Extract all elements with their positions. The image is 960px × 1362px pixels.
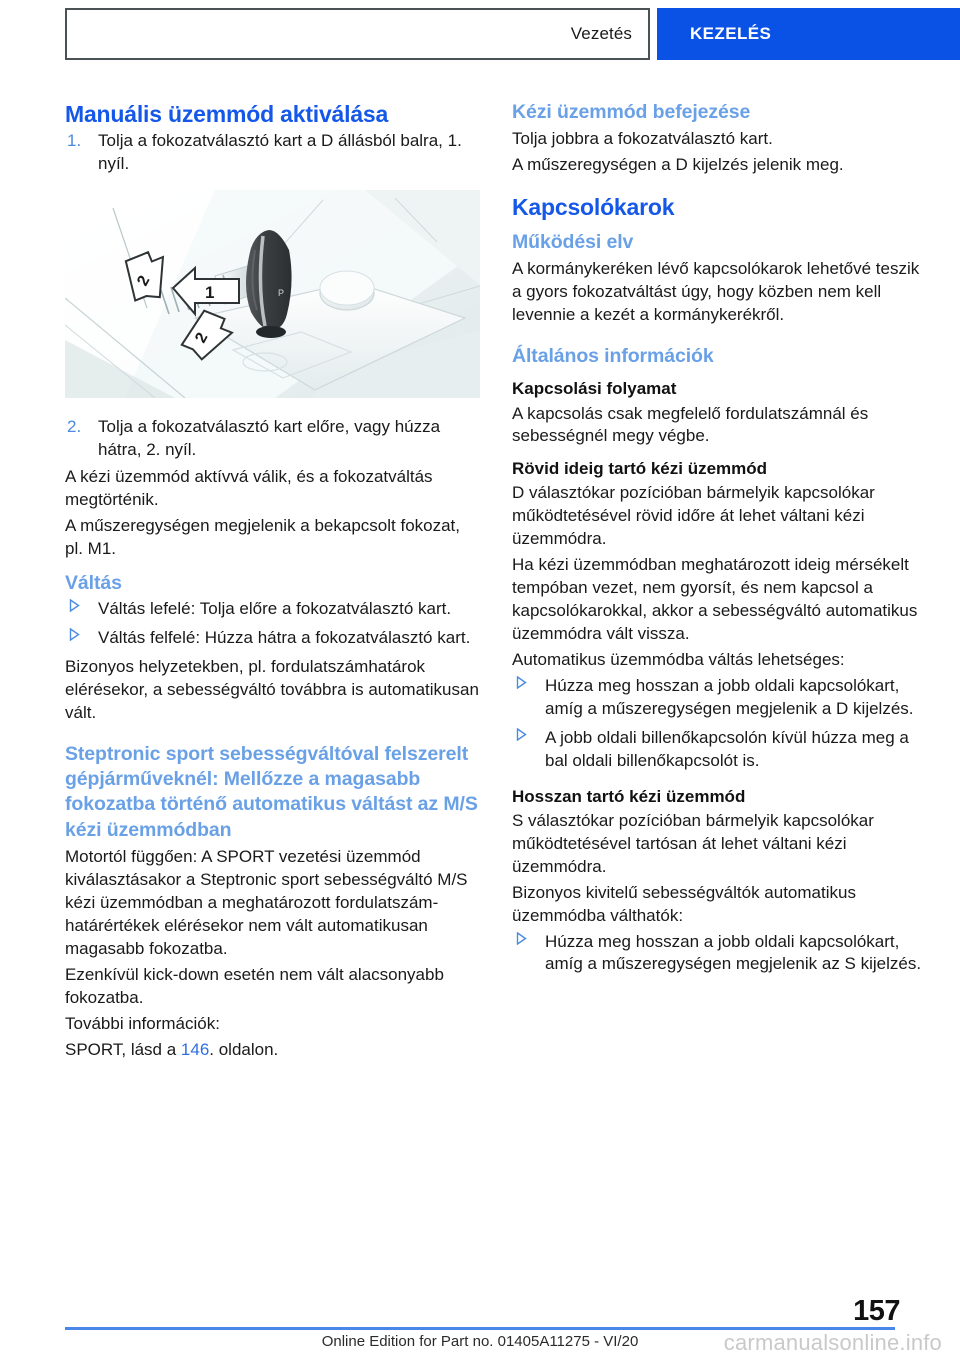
activation-steps-list-2: [65, 416, 480, 462]
list-item-text: Váltás lefelé: Tolja előre a fokozatválasztó kart.: [98, 599, 452, 619]
paragraph-kapcsolasi-folyamat: A kapcsolás csak megfelelő fordulatszámnál és sebességnél megy végbe.: [512, 403, 869, 446]
spacer: [65, 564, 480, 571]
list-item-text: A jobb oldali billenőkapcsolón kívül húzza meg a bal oldali billenőkapcsolót is.: [545, 727, 909, 770]
heading-rovid-ideig-tarto: Rövid ideig tartó kézi üzemmód: [512, 459, 768, 479]
triangle-bullet-icon: [516, 932, 527, 945]
paragraph-more-info: További információk:: [65, 1013, 220, 1033]
heading-kapcsolasi-folyamat: Kapcsolási folyamat: [512, 379, 677, 399]
list-item: [512, 675, 927, 721]
left-column: [65, 100, 480, 1065]
spacer: [512, 223, 927, 230]
cross-reference-sport: [65, 1039, 480, 1062]
paragraph-auto-shift-note: Bizonyos helyzetekben, pl. fordulatszámhatárok elérésekor, a sebességváltó továbbra is automatikusan vált.: [65, 656, 479, 722]
list-item: [65, 627, 480, 650]
paragraph-manual-active: A kézi üzemmód aktívvá válik, és a fokozatváltás megtörténik.: [65, 466, 433, 509]
step-item-2: [65, 416, 480, 462]
spacer: [512, 330, 927, 344]
rovid-bullet-list: [512, 675, 927, 773]
spacer: [512, 779, 927, 786]
paragraph-push-right: Tolja jobbra a fokozatválasztó kart.: [512, 128, 773, 148]
list-item-text: Húzza meg hosszan a jobb oldali kapcsolókart, amíg a műszeregységen megjelenik a D kijelzés.: [545, 675, 914, 718]
step-item-1: [65, 130, 480, 176]
heading-hosszan-tarto: Hosszan tartó kézi üzemmód: [512, 786, 746, 806]
edition-notice: Online Edition for Part no. 01405A11275 - VI/20: [321, 1333, 639, 1350]
heading-manualis-uzemmod-aktivalasa: Manuális üzemmód aktiválása: [65, 101, 389, 127]
header-tab-vezetes[interactable]: [65, 8, 650, 60]
paragraph-hosszan-2: Bizonyos kivitelű sebességváltók automatikus üzemmódba válthatók:: [512, 882, 856, 925]
svg-text:2: 2: [134, 272, 154, 289]
svg-text:P: P: [278, 287, 285, 298]
svg-text:1: 1: [205, 282, 215, 302]
list-item-text: Váltás felfelé: Húzza hátra a fokozatválasztó kart.: [98, 628, 471, 648]
heading-valtas: Váltás: [65, 571, 122, 594]
triangle-bullet-icon: [69, 599, 80, 612]
header-tab-kezeles[interactable]: [657, 8, 960, 60]
spacer: [65, 728, 480, 742]
paragraph-rovid-2: Ha kézi üzemmódban meghatározott ideig mérsékelt tempóban vezet, nem gyorsít, és nem kapcsol a kapcsolókarokkal, akkor a sebességváltó automatikus üzemmódra vált vissza.: [512, 555, 918, 644]
step-text-2: Tolja a fokozatválasztó kart előre, vagy húzza hátra, 2. nyíl.: [98, 416, 441, 459]
header-tab-kezeles-label: KEZELÉS: [690, 24, 772, 43]
heading-kezi-uzemmod-befejezese: Kézi üzemmód befejezése: [512, 101, 751, 123]
paragraph-rovid-1: D választókar pozícióban bármelyik kapcsolókar működtetésével rövid időre át lehet váltani kézi üzemmódra.: [512, 483, 875, 549]
list-item: [65, 598, 480, 621]
paragraph-steptronic-detail: Motortól függően: A SPORT vezetési üzemmód kiválasztásakor a Steptronic sport sebességváltó M/S kézi üzemmódban a meghatározott fordulatszám-határértékek elérésekor nem vált automatikusan magasabb fokozatba.: [65, 847, 468, 958]
spacer: [512, 451, 927, 458]
svg-text:2: 2: [192, 329, 212, 346]
heading-kapcsolokarok: Kapcsolókarok: [512, 194, 675, 221]
gear-selector-illustration: [65, 190, 480, 398]
spacer: [512, 371, 927, 378]
activation-steps-list: [65, 130, 480, 176]
paragraph-mukodesi-elv: A kormánykeréken lévő kapcsolókarok lehetővé teszik a gyors fokozatváltást úgy, hogy közben nem kell levennie a kezét a kormánykerékről.: [512, 259, 920, 324]
header-tab-vezetes-label: Vezetés: [570, 24, 632, 43]
page-number: 157: [853, 1295, 900, 1327]
cross-reference-prefix: SPORT, lásd a: [65, 1039, 181, 1059]
paragraph-d-display: A műszeregységen a D kijelzés jelenik meg.: [512, 154, 844, 174]
step-number-1: 1.: [67, 131, 82, 151]
list-item-text: Húzza meg hosszan a jobb oldali kapcsolókart, amíg a műszeregységen megjelenik az S kijelzés.: [545, 931, 922, 974]
heading-mukodesi-elv: Működési elv: [512, 231, 634, 254]
triangle-bullet-icon: [516, 676, 527, 689]
valtas-bullet-list: [65, 598, 480, 650]
cross-reference-suffix: . oldalon.: [209, 1039, 279, 1059]
paragraph-kickdown: Ezenkívül kick-down esetén nem vált alacsonyabb fokozatba.: [65, 964, 444, 1007]
triangle-bullet-icon: [69, 628, 80, 641]
step-number-2: 2.: [67, 416, 82, 436]
list-item: [512, 931, 927, 977]
hosszan-bullet-list: [512, 931, 927, 977]
paragraph-rovid-3: Automatikus üzemmódba váltás lehetséges:: [512, 650, 845, 670]
paragraph-gear-display: A műszeregységen megjelenik a bekapcsolt fokozat, pl. M1.: [65, 515, 461, 558]
site-watermark: carmanualsonline.info: [723, 1330, 942, 1355]
cross-reference-page-link[interactable]: 146: [180, 1039, 210, 1059]
heading-altalanos-informaciok: Általános információk: [512, 344, 714, 367]
triangle-bullet-icon: [516, 728, 527, 741]
heading-steptronic-sport: Steptronic sport sebességváltóval felszerelt gépjárműveknél: Mellőzze a magasabb fokozatba történő automatikus váltást az M/S kézi üzemmódban: [65, 742, 478, 841]
spacer: [512, 179, 927, 193]
step-text-1: Tolja a fokozatválasztó kart a D állásból balra, 1. nyíl.: [98, 131, 462, 173]
right-column: [512, 100, 927, 982]
list-item: [512, 727, 927, 773]
paragraph-hosszan-1: S választókar pozícióban bármelyik kapcsolókar működtetésével tartósan át lehet váltani kézi üzemmódra.: [512, 810, 874, 876]
page-header: [0, 8, 960, 64]
